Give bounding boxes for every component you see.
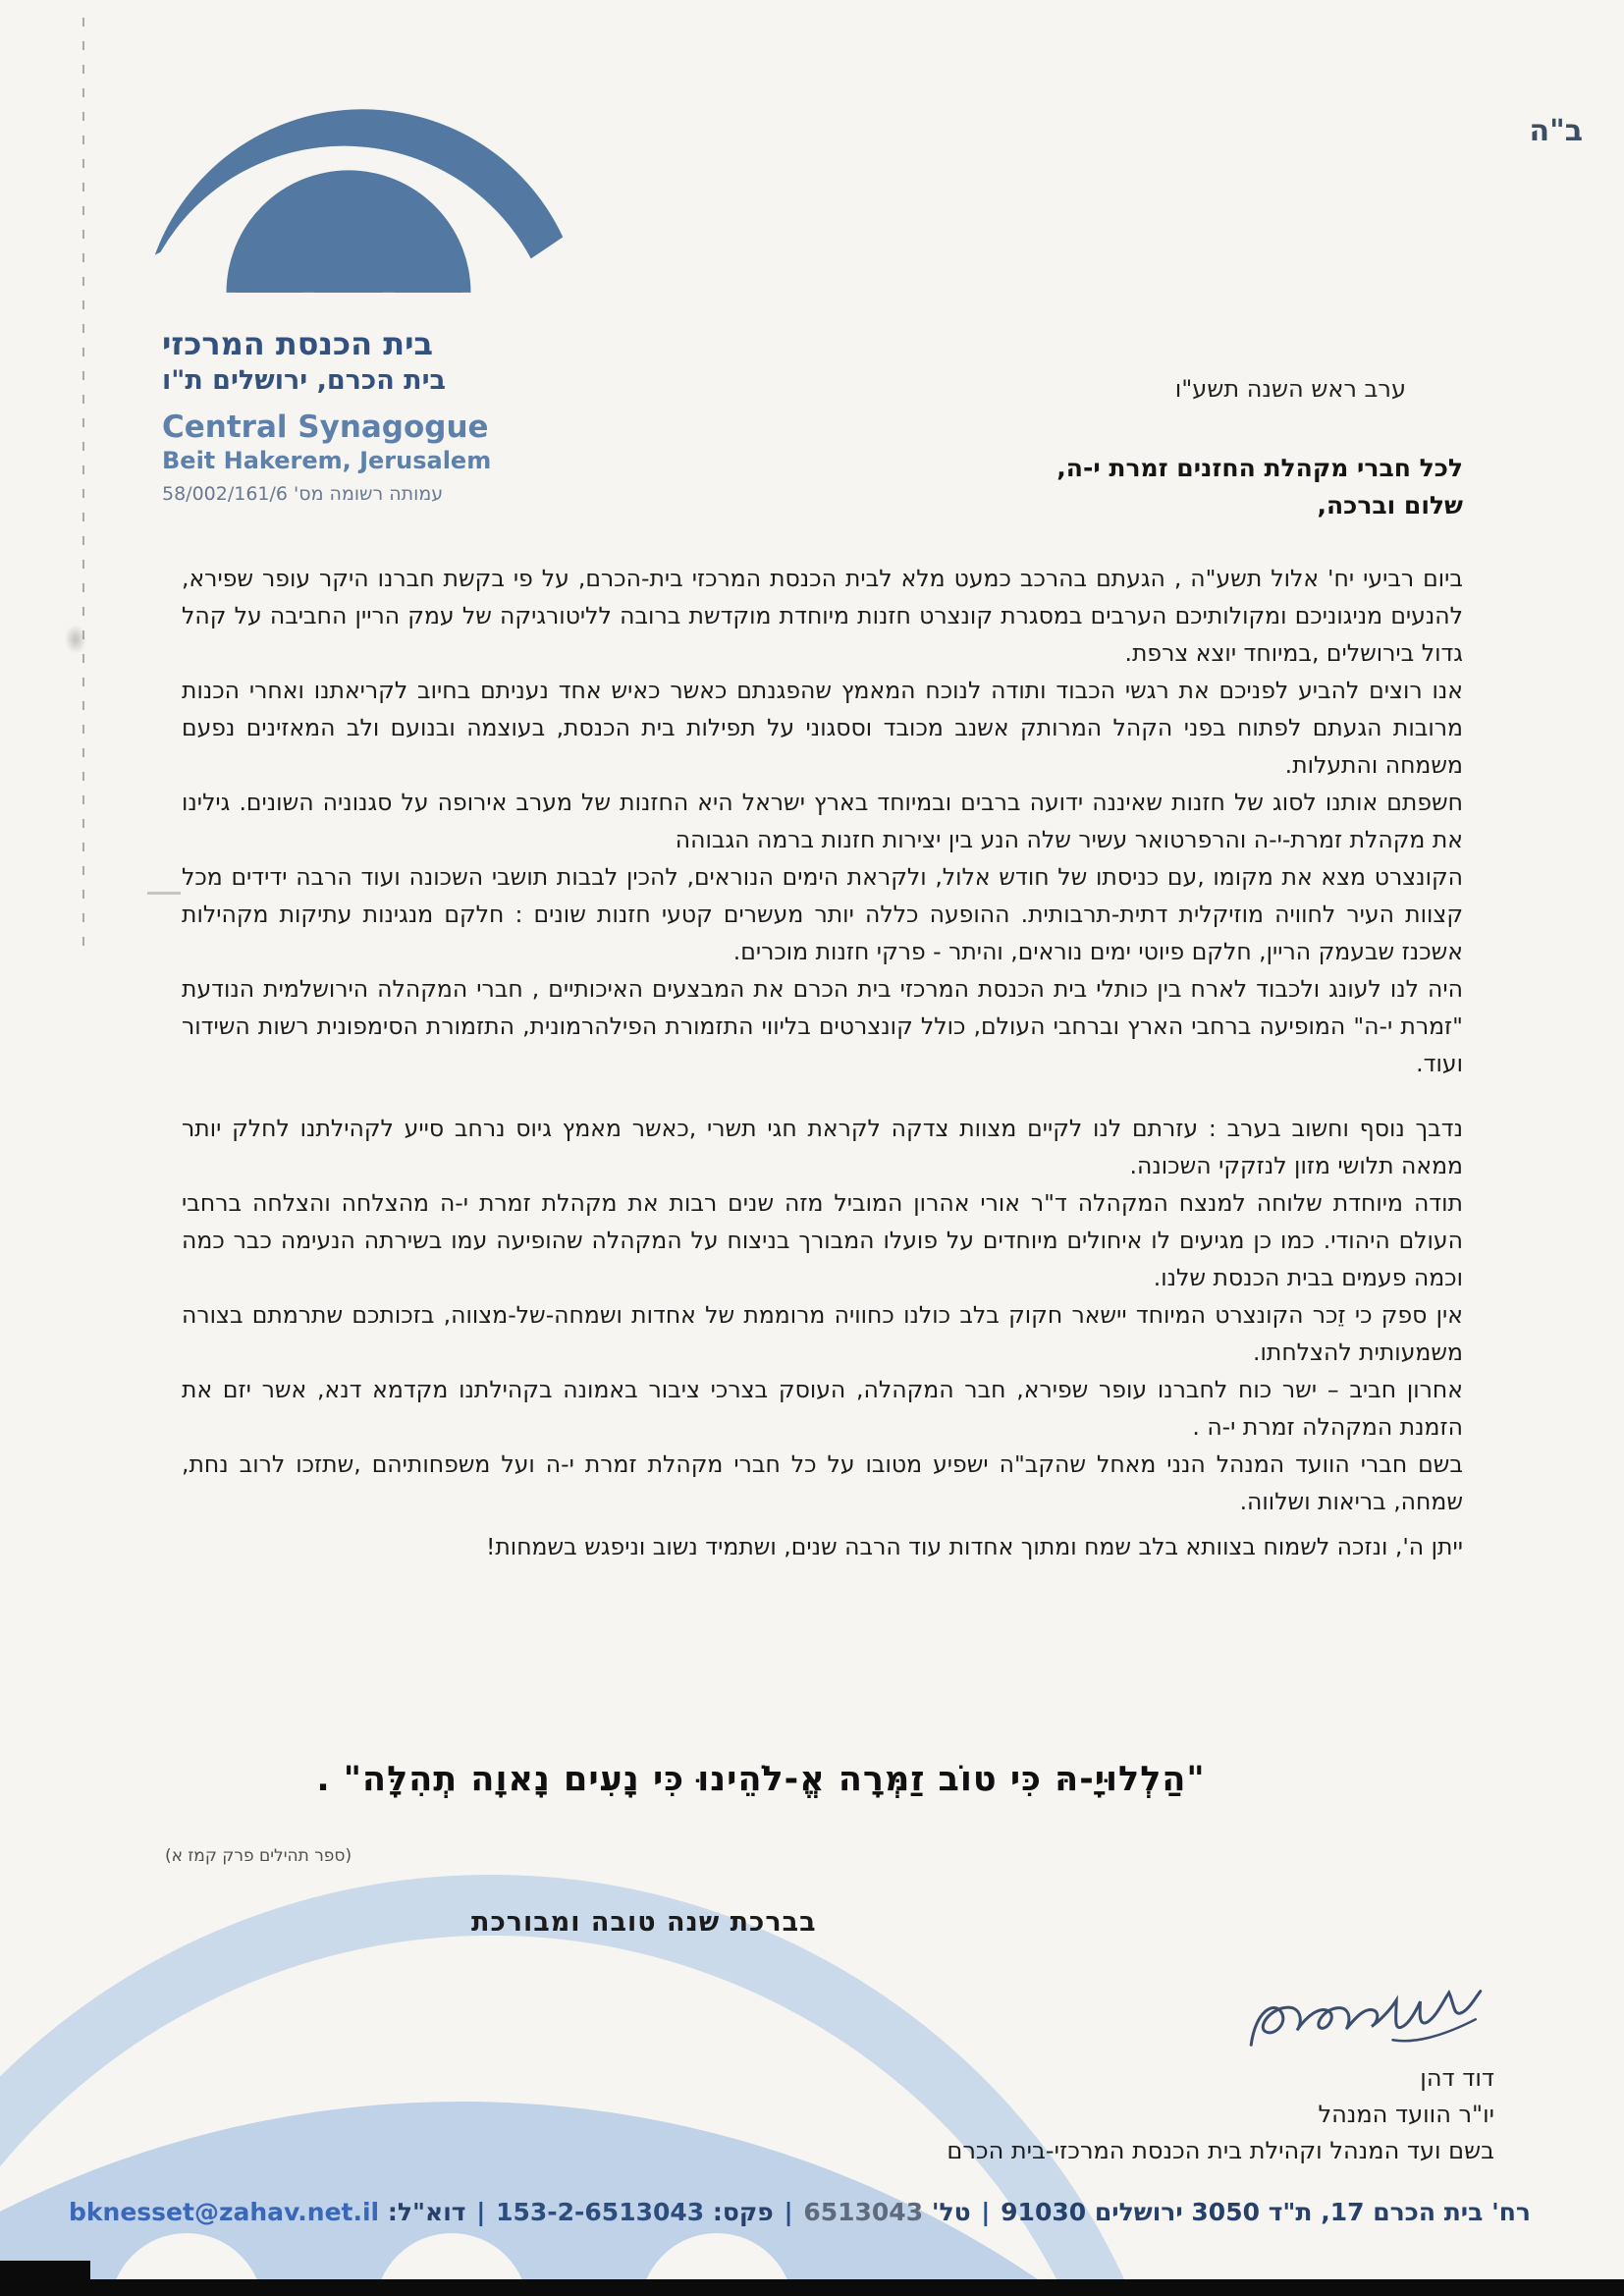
letterhead bbox=[128, 67, 599, 505]
footer-contact-line: רח' בית הכרם 17, ת"ד 3050 ירושלים 91030 | טל' 6513043 | פקס: 153-2-6513043 | דוא"ל: bknesset@zahav.net.il bbox=[69, 2198, 1531, 2226]
handwritten-signature bbox=[1240, 1967, 1492, 2069]
signer-name: דוד דהן bbox=[1420, 2064, 1494, 2092]
paragraph: ייתן ה', ונזכה לשמוח בצוותא בלב שמח ומתוך אחדות עוד הרבה שנים, ושתמיד נשוב וניפגש בשמחות! bbox=[485, 1533, 1463, 1560]
date-line: ערב ראש השנה תשע"ו bbox=[1174, 375, 1406, 403]
addressee-block bbox=[1056, 450, 1463, 524]
org-name-english: Central Synagogue bbox=[162, 410, 489, 445]
fax-number: 153-2-6513043 bbox=[496, 2198, 705, 2226]
email-address: bknesset@zahav.net.il bbox=[69, 2198, 380, 2226]
phone-entry: טל' 6513043 bbox=[803, 2198, 971, 2226]
paragraph: תודה מיוחדת שלוחה למנצח המקהלה ד"ר אורי אהרון המוביל מזה שנים רבות את מקהלת זמרת י-ה מהצלחה והצלחה ברחבי העולם היהודי. כמו כן מגיעים לו איחולים מיוחדים על פועלו המבורך בניצוח על המקהלה שהופיעה עמו בשירתה הנעימה כבר כמה וכמה פעמים בבית הכנסת שלנו. bbox=[182, 1189, 1463, 1291]
psalm-quote-source: (ספר תהילים פרק קמז א) bbox=[165, 1846, 352, 1866]
paragraph: אחרון חביב – ישר כוח לחברנו עופר שפירא, חבר המקהלה, העוסק בצרכי ציבור באמונה בקהילתנו מקדמא דנא, אשר יזם את הזמנת המקהלה זמרת י-ה . bbox=[182, 1376, 1463, 1441]
synagogue-arch-logo-icon bbox=[128, 67, 569, 293]
registration-number-line: עמותה רשומה מס' 58/002/161/6 bbox=[162, 483, 444, 505]
signature-block bbox=[947, 1980, 1494, 2169]
letter-body bbox=[182, 560, 1463, 1565]
phone-number: 6513043 bbox=[803, 2198, 924, 2226]
signer-title: יו"ר הוועד המנהל bbox=[1318, 2101, 1494, 2128]
paragraph: בשם חברי הוועד המנהל הנני מאחל שהקב"ה ישפיע מטובו על כל חברי מקהלת זמרת י-ה ועל משפחותיהם ,שתזכו לרוב נחת, שמחה, בריאות ושלווה. bbox=[182, 1450, 1463, 1515]
greeting-line: שלום וברכה, bbox=[1317, 491, 1463, 519]
paragraph: היה לנו לעונג ולכבוד לארח בין כותלי בית הכנסת המרכזי בית הכרם את המבצעים האיכותיים , חברי המקהלה הירושלמית הנודעת "זמרת י-ה" המופיעה ברחבי הארץ וברחבי העולם, כולל קונצרטים בליווי התזמורת הפילהרמונית, התזמורת הסימפונית רשות השידור ועוד. bbox=[182, 975, 1463, 1077]
addressee-line: לכל חברי מקהלת החזנים זמרת י-ה, bbox=[1056, 454, 1463, 482]
email-entry: דוא"ל: bknesset@zahav.net.il bbox=[69, 2198, 466, 2226]
paragraph: ביום רביעי יח' אלול תשע"ה , הגעתם בהרכב כמעט מלא לבית הכנסת המרכזי בית-הכרם, על פי בקשת חברנו היקר עופר שפירא, להנעים מניגוניכם ומקולותיכם הערבים במסגרת קונצרט חזנות מיוחדת מוקדשת ברובה לליטורגיקה של עמק הריין החביבה על קהל גדול בירושלים ,במיוחד יוצא צרפת. bbox=[182, 565, 1463, 667]
scan-bottom-edge bbox=[0, 2279, 1624, 2296]
scan-corner-artifact bbox=[0, 2261, 90, 2296]
bh-mark: ב"ה bbox=[1529, 114, 1583, 148]
paragraph: אנו רוצים להביע לפניכם את רגשי הכבוד ותודה לנוכח המאמץ שהפגנתם כאשר כאיש אחד נעניתם בחיוב לקריאתנו ואחרי הכנות מרובות הגעתם לפתוח בפני הקהל המרותק אשנב מכובד וססגוני על תפילות בית הכנסת, בעוצמה ובנועם ולב המאזינים נפעם משמחה והתעלות. bbox=[182, 677, 1463, 779]
paragraph: אין ספק כי זֵכר הקונצרט המיוחד יישאר חקוק בלב כולנו כחוויה מרוממת של אחדות ושמחה-של-מצווה, בזכותכם שתרמתם בצורה משמעותית להצלחתו. bbox=[182, 1301, 1463, 1366]
org-name-hebrew: בית הכנסת המרכזי bbox=[162, 325, 434, 362]
signer-organization: בשם ועד המנהל וקהילת בית הכנסת המרכזי-בית הכרם bbox=[947, 2137, 1494, 2164]
psalm-quote: "הַלְלוּיָ-הּ כִּי טוֹב זַמְּרָה אֱ-לֹהֵינוּ כִּי נָעִים נָאוָה תְהִלָּה" . bbox=[316, 1760, 1206, 1799]
org-location-english: Beit Hakerem, Jerusalem bbox=[162, 447, 492, 474]
paragraph: נדבך נוסף וחשוב בערב : עזרתם לנו לקיים מצוות צדקה לקראת חגי תשרי ,כאשר מאמץ גיוס נרחב סייע לקהילתנו לחלק יותר ממאה תלושי מזון לנזקקי השכונה. bbox=[182, 1115, 1463, 1179]
org-location-hebrew: בית הכרם, ירושלים ת"ו bbox=[162, 365, 447, 396]
fax-entry: פקס: 153-2-6513043 bbox=[496, 2198, 774, 2226]
paragraph: חשפתם אותנו לסוג של חזנות שאיננה ידועה ברבים ובמיוחד בארץ ישראל היא החזנות של מערב אירופה על סגנוניה השונים. גילינו את מקהלת זמרת-י-ה והרפרטואר עשיר שלה הנע בין יצירות חזנות ברמה הגבוהה bbox=[182, 789, 1463, 853]
street-address: רח' בית הכרם 17, ת"ד 3050 ירושלים 91030 bbox=[1001, 2198, 1531, 2226]
paragraph: הקונצרט מצא את מקומו ,עם כניסתו של חודש אלול, ולקראת הימים הנוראים, להכין לבבות תושבי השכונה ועוד הרבה ידידים מכל קצוות העיר לחוויה מוזיקלית דתית-תרבותית. ההופעה כללה יותר מעשרים קטעי חזנות שונים : חלקם מנגינות עתיקות מקהילות אשכנז שבעמק הריין, חלקם פיוטי ימים נוראים, והיתר - פרקי חזנות מוכרים. bbox=[182, 863, 1463, 965]
closing-blessing: בברכת שנה טובה ומבורכת bbox=[471, 1907, 817, 1938]
